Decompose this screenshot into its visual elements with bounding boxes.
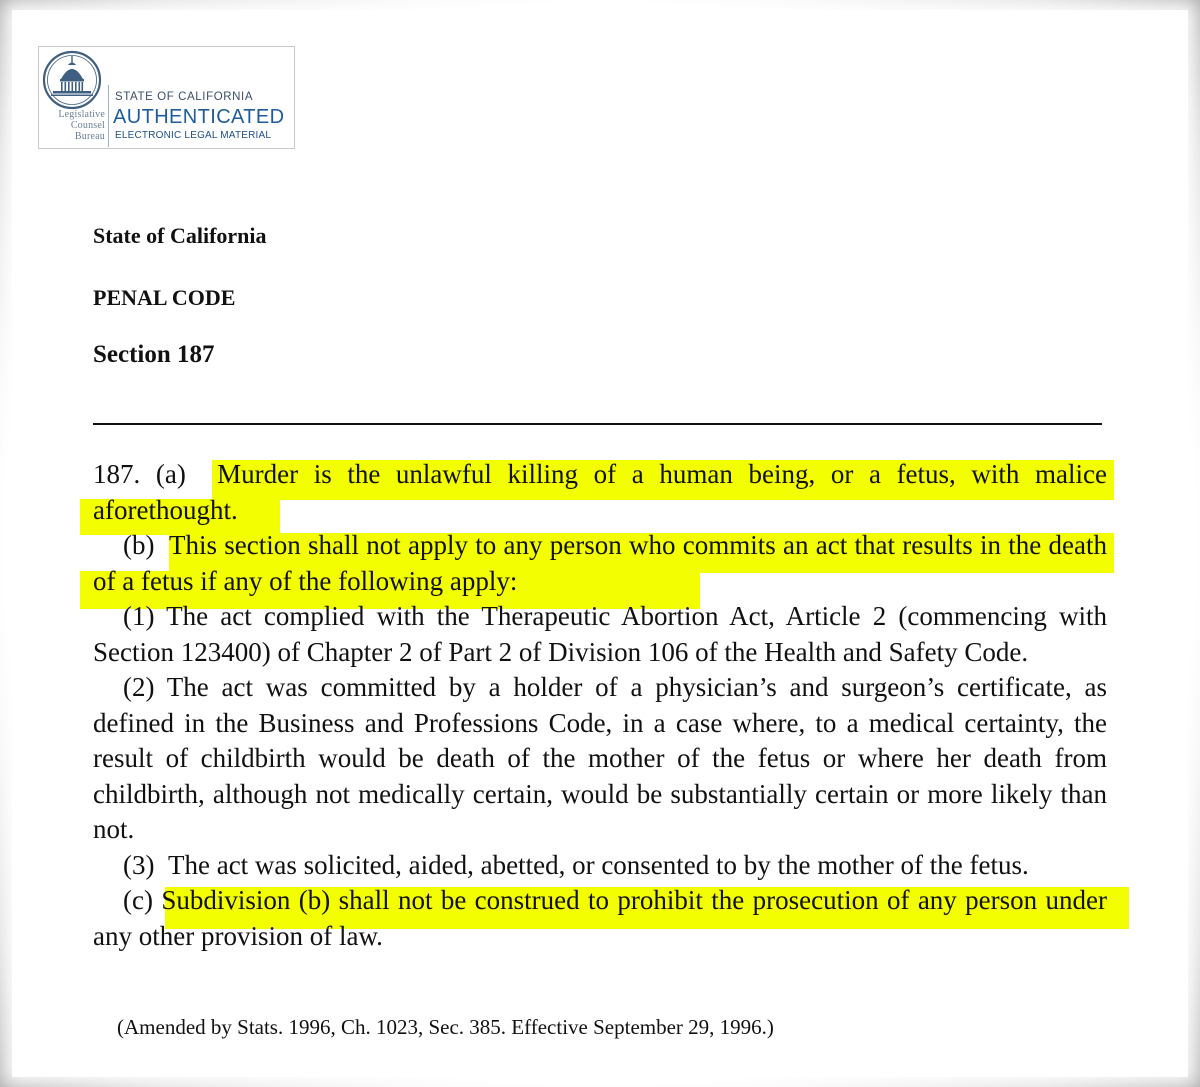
subdivision-c: (c) Subdivision (b) shall not be construed to prohibit the prosecution of any person under any other provision of law. xyxy=(93,885,1107,951)
subdivision-a-number: 187. (a) xyxy=(93,459,186,489)
agency-name xyxy=(41,109,105,142)
code-heading: PENAL CODE xyxy=(93,285,236,310)
paragraph-2: (2) The act was committed by a holder of a physician’s and surgeon’s certificate, as defined in the Business and Professions Code, in a case where, to a medical certainty, the result of childbirth would be death of the mother of the fetus or where her death from childbirth, although not medically certain, would be substantially certain or more likely than not. xyxy=(93,672,1107,844)
paragraph-3-text: The act was solicited, aided, abetted, or consented to by the mother of the fetus. xyxy=(167,849,1029,880)
paragraph-1: (1) The act complied with the Therapeutic Abortion Act, Article 2 (commencing with Section 123400) of Chapter 2 of Part 2 of Division 106 of the Health and Safety Code. xyxy=(93,601,1107,667)
badge-authenticated-label: AUTHENTICATED xyxy=(113,106,285,128)
paragraph-3 xyxy=(93,848,1107,884)
section-heading: Section 187 xyxy=(93,341,215,368)
badge-state-label: STATE OF CALIFORNIA xyxy=(115,91,254,103)
subdivision-b-number: (b) xyxy=(123,530,155,560)
state-heading: State of California xyxy=(93,223,267,248)
badge-material-label: ELECTRONIC LEGAL MATERIAL xyxy=(115,130,272,141)
subdivision-a-text: Murder is the unlawful killing of a human being, or a fetus, with malice aforethought. xyxy=(93,459,1108,525)
subdivision-a xyxy=(93,457,1107,528)
history-note: (Amended by Stats. 1996, Ch. 1023, Sec. 385. Effective September 29, 1996.) xyxy=(117,1015,774,1039)
agency-line: Legislative xyxy=(58,109,105,120)
agency-line: Counsel xyxy=(70,120,105,131)
capitol-dome-seal-icon xyxy=(41,49,103,111)
subdivision-b xyxy=(93,528,1107,599)
authentication-badge xyxy=(38,46,295,149)
horizontal-rule xyxy=(93,423,1102,425)
document-page xyxy=(12,10,1188,1077)
paragraph-3-number: (3) xyxy=(123,849,155,880)
subdivision-b-text: This section shall not apply to any person who commits an act that results in the death of a fetus if any of the following apply: xyxy=(93,530,1108,596)
badge-divider xyxy=(108,85,109,147)
statute-body xyxy=(93,457,1107,954)
agency-line: Bureau xyxy=(74,131,105,142)
